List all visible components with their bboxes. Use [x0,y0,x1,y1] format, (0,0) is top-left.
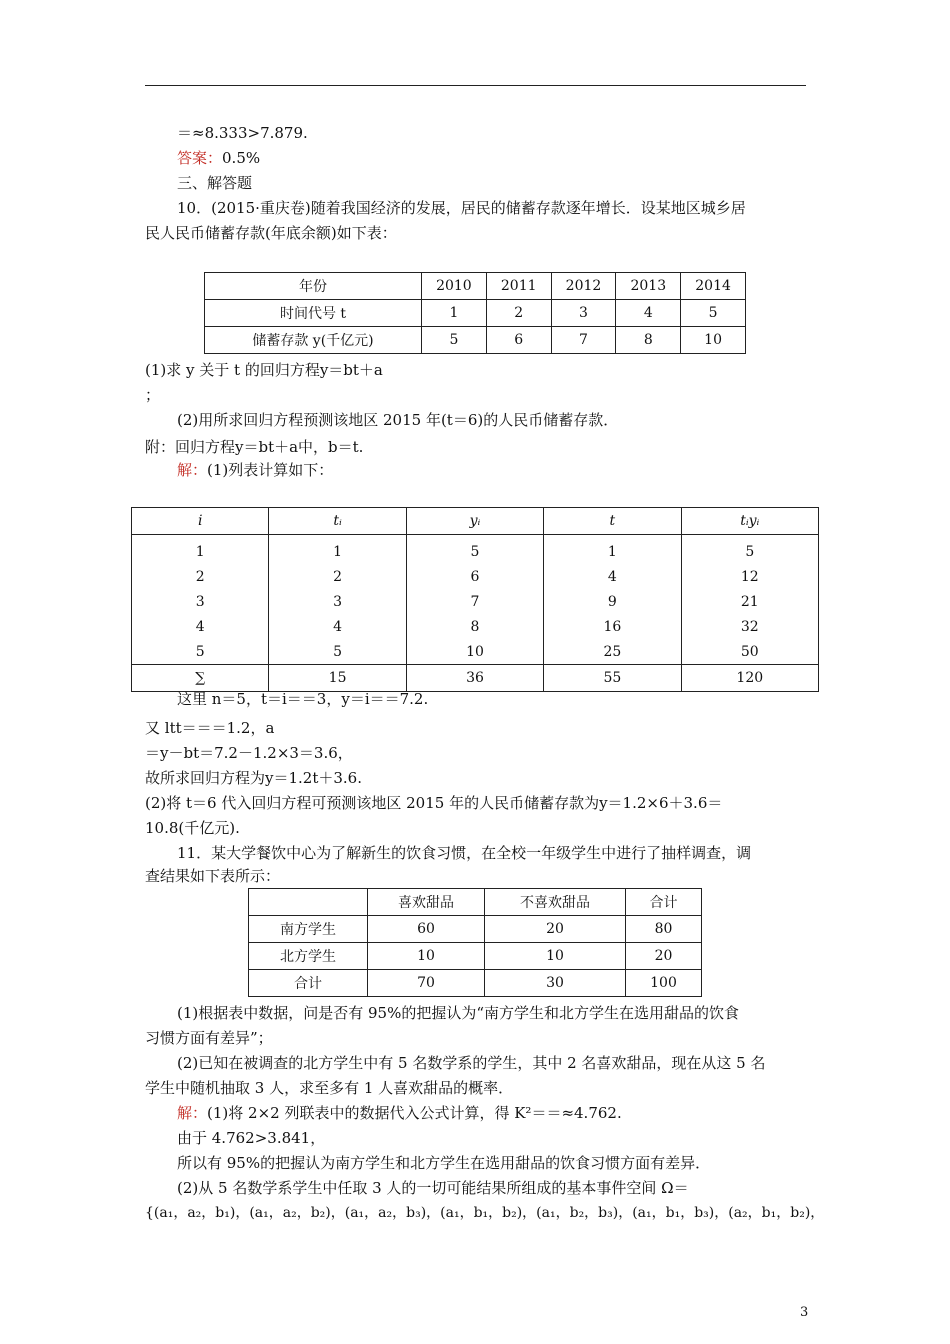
table-row [205,273,746,300]
problem-10-line-1: 10．(2015·重庆卷)随着我国经济的发展，居民的储蓄存款逐年增长．设某地区城乡居 [177,199,746,217]
table-cell: 8 [406,614,543,639]
table-cell: 12 [681,564,818,589]
sample-space-list: {(a₁，a₂，b₁)，(a₁，a₂，b₂)，(a₁，a₂，b₃)，(a₁，b₁，b₂)，(a₁，b₂，b₃)，(a₁，b₁，b₃)，(a₂，b₁，b₂)， [145,1205,825,1221]
table-row [249,889,702,916]
problem-10-line-2: 民人民币储蓄存款(年底余额)如下表： [145,224,397,242]
table-cell: 36 [406,665,543,692]
table-cell: 70 [368,970,485,997]
table-cell: 8 [616,327,681,354]
table-cell: 9 [544,589,681,614]
table-cell: 2 [132,564,269,589]
table-cell: 20 [626,943,702,970]
table-cell: 年份 [205,273,422,300]
table-cell: 3 [132,589,269,614]
table-cell: 2013 [616,273,681,300]
table-cell: 合计 [249,970,368,997]
table-cell: 5 [422,327,487,354]
solution-label: 解： [177,461,208,479]
question-1-end: ； [145,386,161,404]
table-row [132,614,819,639]
question-1: (1)求 y 关于 t 的回归方程y＝bt＋a [145,361,383,379]
table-cell: 6 [486,327,551,354]
p11-solution [177,1103,622,1123]
table-cell: 5 [681,300,746,327]
table-row [205,300,746,327]
table-cell: 80 [626,916,702,943]
answer-label: 答案： [177,149,223,167]
table-cell: 16 [544,614,681,639]
table-cell: 5 [681,535,818,565]
column-header: tᵢ [269,508,406,535]
table-cell: 10 [681,327,746,354]
means-line: 这里 n＝5，t＝i＝＝3，y＝i＝＝7.2. [177,690,429,708]
table-row [132,564,819,589]
table-cell: 32 [681,614,818,639]
p11-question-2: (2)已知在被调查的北方学生中有 5 名数学系的学生，其中 2 名喜欢甜品，现在从这 5 名 [177,1054,766,1072]
table-cell: 25 [544,639,681,665]
table-cell: 3 [551,300,616,327]
table-cell: 10 [368,943,485,970]
table-cell: 2 [269,564,406,589]
table-cell: 2011 [486,273,551,300]
table-cell: 30 [485,970,626,997]
prediction-line-1: (2)将 t＝6 代入回归方程可预测该地区 2015 年的人民币储蓄存款为y＝1.2×6＋3.6＝ [145,794,723,812]
table-cell [249,889,368,916]
table-cell: 4 [616,300,681,327]
column-header: i [132,508,269,535]
table-cell: 5 [406,535,543,565]
table-cell: 10 [485,943,626,970]
answer-value: 0.5% [222,149,261,167]
table-cell: 时间代号 t [205,300,422,327]
table-row [132,589,819,614]
solution-intro [177,460,333,480]
table-cell: 南方学生 [249,916,368,943]
p11-question-1: (1)根据表中数据，问是否有 95%的把握认为“南方学生和北方学生在选用甜品的饮食 [177,1004,740,1022]
column-header: tᵢyᵢ [681,508,818,535]
table-row [249,916,702,943]
regression-result: 故所求回归方程为y＝1.2t＋3.6. [145,769,362,787]
column-header: yᵢ [406,508,543,535]
p11-solution-label: 解： [177,1104,208,1122]
column-header: t [544,508,681,535]
table-cell: 60 [368,916,485,943]
sum-row [132,665,819,692]
solution-text: (1)列表计算如下： [207,461,334,479]
table-cell: 100 [626,970,702,997]
table-cell: 15 [269,665,406,692]
sample-space-line: (2)从 5 名数学系学生中任取 3 人的一切可能结果所组成的基本事件空间 Ω＝ [177,1179,689,1197]
calculation-table [131,507,819,692]
table-cell: 1 [422,300,487,327]
table-row [205,327,746,354]
appendix-formula: 附：回归方程y＝bt＋a中，b＝t. [145,438,364,456]
page-number: 3 [800,1305,809,1320]
table-cell: 1 [132,535,269,565]
table-cell: 1 [269,535,406,565]
table-cell: 北方学生 [249,943,368,970]
table-cell: 50 [681,639,818,665]
table-cell: 10 [406,639,543,665]
table-row [132,535,819,565]
table-cell: 2 [486,300,551,327]
table-cell: 合计 [626,889,702,916]
table-cell: 4 [132,614,269,639]
table-cell: 7 [406,589,543,614]
intercept-line: ＝y－bt＝7.2－1.2×3＝3.6， [145,744,353,762]
table-cell: 5 [132,639,269,665]
table-row [249,943,702,970]
table-cell: 2012 [551,273,616,300]
answer-line [177,148,260,168]
table-cell: 5 [269,639,406,665]
slope-line: 又 ltt＝＝＝1.2，a [145,719,275,737]
table-cell: 不喜欢甜品 [485,889,626,916]
problem-11-line-1: 11．某大学餐饮中心为了解新生的饮食习惯，在全校一年级学生中进行了抽样调查，调 [177,844,752,862]
p11-question-1-end: 习惯方面有差异”； [145,1029,273,1047]
dessert-table [248,888,702,997]
table-cell: 21 [681,589,818,614]
line-ratio-result: ＝≈8.333>7.879. [177,124,308,142]
table-cell: 7 [551,327,616,354]
table-cell: 2014 [681,273,746,300]
question-2: (2)用所求回归方程预测该地区 2015 年(t＝6)的人民币储蓄存款． [177,411,619,429]
conclusion-line: 所以有 95%的把握认为南方学生和北方学生在选用甜品的饮食习惯方面有差异． [177,1154,711,1172]
table-header-row [132,508,819,535]
table-cell: 55 [544,665,681,692]
problem-11-line-2: 查结果如下表所示： [145,867,281,885]
table-cell: 喜欢甜品 [368,889,485,916]
prediction-line-2: 10.8(千亿元). [145,819,240,837]
table-row [249,970,702,997]
table-cell: 2010 [422,273,487,300]
p11-question-2-end: 学生中随机抽取 3 人，求至多有 1 人喜欢甜品的概率． [145,1079,514,1097]
table-cell: 6 [406,564,543,589]
comparison-line: 由于 4.762>3.841， [177,1129,326,1147]
table-cell: 120 [681,665,818,692]
table-cell: 3 [269,589,406,614]
table-cell: 储蓄存款 y(千亿元) [205,327,422,354]
table-cell: 1 [544,535,681,565]
savings-table [204,272,746,354]
table-cell: 20 [485,916,626,943]
p11-solution-text: (1)将 2×2 列联表中的数据代入公式计算，得 K²＝＝≈4.762. [207,1104,622,1122]
section-heading: 三、解答题 [177,174,253,192]
table-cell: 4 [544,564,681,589]
table-row [132,639,819,665]
table-cell: 4 [269,614,406,639]
header-rule [145,85,806,86]
table-cell: ∑ [132,665,269,692]
